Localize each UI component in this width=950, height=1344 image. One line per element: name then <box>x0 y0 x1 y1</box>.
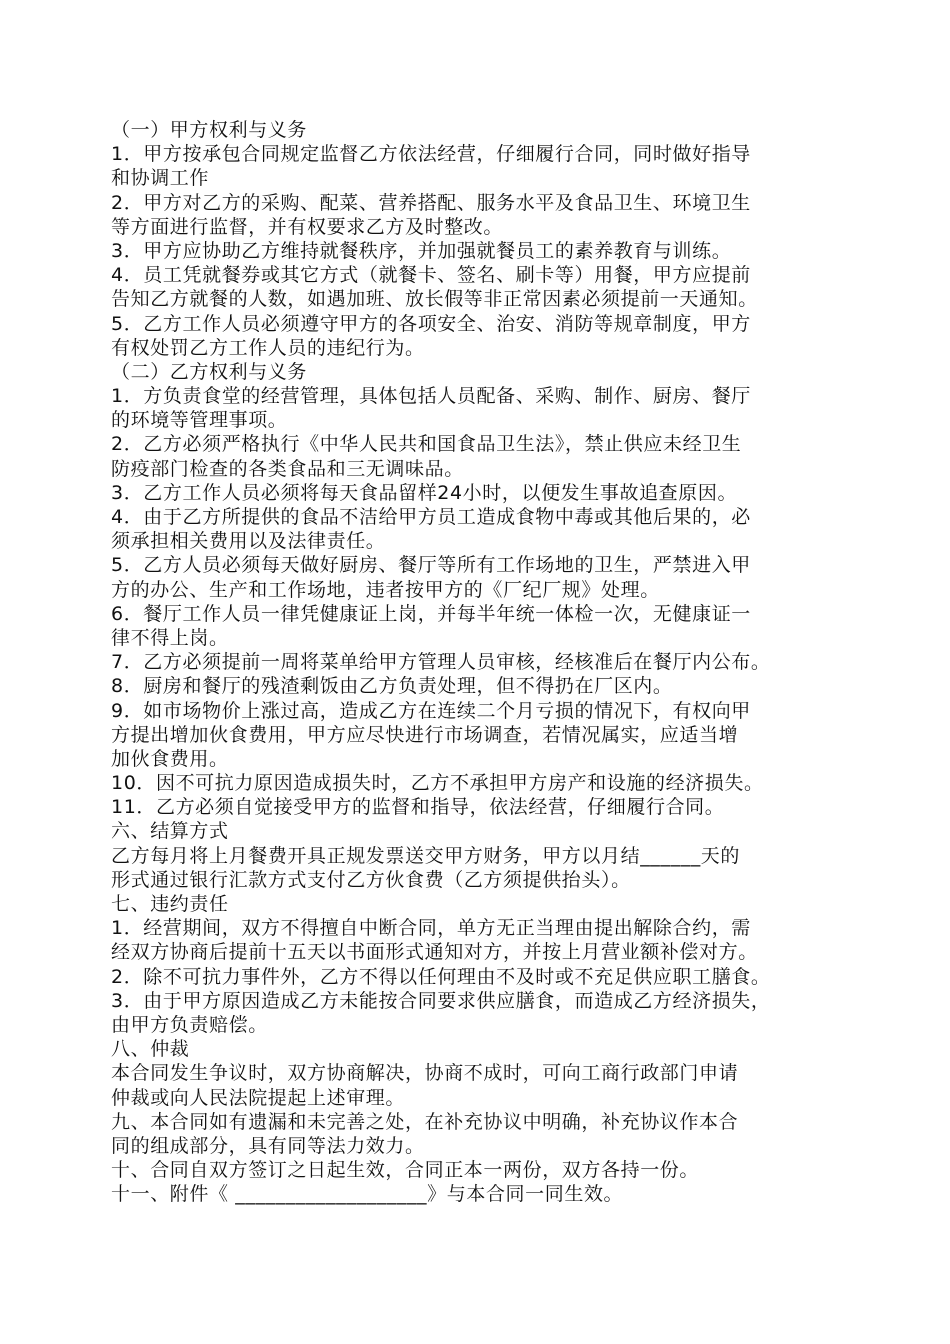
section-heading-liability: 七、违约责任 <box>111 893 229 915</box>
paragraph-line: 经双方协商后提前十五天以书面形式通知对方，并按上月营业额补偿对方。 <box>111 941 758 964</box>
paragraph-line: 11．乙方必须自觉接受甲方的监督和指导，依法经营，仔细履行合同。 <box>111 796 725 819</box>
paragraph-line: 5．乙方人员必须每天做好厨房、餐厅等所有工作场地的卫生，严禁进入甲 <box>111 554 751 577</box>
paragraph-line: 4．员工凭就餐券或其它方式（就餐卡、签名、刷卡等）用餐，甲方应提前 <box>111 264 751 287</box>
section-heading-party-b: （二）乙方权利与义务 <box>111 360 308 383</box>
section-heading-supplement: 九、本合同如有遗漏和未完善之处，在补充协议中明确，补充协议作本合 <box>111 1110 739 1133</box>
paragraph-line: 6．餐厅工作人员一律凭健康证上岗，并每半年统一体检一次，无健康证一 <box>111 602 751 625</box>
paragraph-line: 本合同发生争议时，双方协商解决，协商不成时，可向工商行政部门申请 <box>111 1062 739 1085</box>
paragraph-line: 有权处罚乙方工作人员的违纪行为。 <box>111 336 425 359</box>
paragraph-line: 告知乙方就餐的人数，如遇加班、放长假等非正常因素必须提前一天通知。 <box>111 288 758 311</box>
paragraph-line: 2．除不可抗力事件外，乙方不得以任何理由不及时或不充足供应职工膳食。 <box>111 965 771 988</box>
paragraph-line: 10．因不可抗力原因造成损失时，乙方不承担甲方房产和设施的经济损失。 <box>111 772 764 795</box>
paragraph-line: 形式通过银行汇款方式支付乙方伙食费（乙方须提供抬头）。 <box>111 868 631 891</box>
paragraph-line: 乙方每月将上月餐费开具正规发票送交甲方财务，甲方以月结______天的 <box>111 844 741 867</box>
section-heading-attachment: 十一、附件《 ___________________》与本合同一同生效。 <box>111 1183 624 1206</box>
paragraph-line: 7．乙方必须提前一周将菜单给甲方管理人员审核，经核准后在餐厅内公布。 <box>111 651 771 674</box>
paragraph-line: 等方面进行监督，并有权要求乙方及时整改。 <box>111 215 504 238</box>
section-heading-effectiveness: 十、合同自双方签订之日起生效，合同正本一两份，双方各持一份。 <box>111 1159 700 1182</box>
paragraph-line: 2．乙方必须严格执行《中华人民共和国食品卫生法》，禁止供应未经卫生 <box>111 433 742 456</box>
document-body <box>111 118 841 1206</box>
section-heading-settlement: 六、结算方式 <box>111 820 229 843</box>
paragraph-line: 方的办公、生产和工作场地，违者按甲方的《厂纪厂规》处理。 <box>111 578 660 601</box>
paragraph-line: 仲裁或向人民法院提起上述审理。 <box>111 1086 406 1109</box>
paragraph-line: 和协调工作 <box>111 167 210 190</box>
paragraph-line: 1．甲方按承包合同规定监督乙方依法经营，仔细履行合同，同时做好指导 <box>111 143 751 166</box>
section-heading-party-a: （一）甲方权利与义务 <box>111 119 308 141</box>
paragraph-line: 8．厨房和餐厅的残渣剩饭由乙方负责处理，但不得扔在厂区内。 <box>111 675 673 698</box>
section-heading-arbitration: 八、仲裁 <box>111 1038 190 1061</box>
paragraph-line: 4．由于乙方所提供的食品不洁给甲方员工造成食物中毒或其他后果的，必 <box>111 506 751 528</box>
paragraph-line: 防疫部门检查的各类食品和三无调味品。 <box>111 457 464 480</box>
paragraph-line: 须承担相关费用以及法律责任。 <box>111 530 386 553</box>
paragraph-line: 律不得上岗。 <box>111 626 229 649</box>
paragraph-line: 3．由于甲方原因造成乙方未能按合同要求供应膳食，而造成乙方经济损失， <box>111 989 771 1012</box>
paragraph-line: 方提出增加伙食费用，甲方应尽快进行市场调查，若情况属实，应适当增 <box>111 723 739 746</box>
paragraph-line: 1．经营期间，双方不得擅自中断合同，单方无正当理由提出解除合约，需 <box>111 917 751 940</box>
paragraph-line: 3．甲方应协助乙方维持就餐秩序，并加强就餐员工的素养教育与训练。 <box>111 239 732 262</box>
paragraph-line: 3．乙方工作人员必须将每天食品留样24小时，以便发生事故追查原因。 <box>111 481 738 504</box>
paragraph-line: 9．如市场物价上涨过高，造成乙方在连续二个月亏损的情况下，有权向甲 <box>111 699 751 722</box>
paragraph-line: 5．乙方工作人员必须遵守甲方的各项安全、治安、消防等规章制度，甲方 <box>111 312 751 335</box>
paragraph-line: 1．方负责食堂的经营管理，具体包括人员配备、采购、制作、厨房、餐厅 <box>111 385 751 408</box>
paragraph-line: 2．甲方对乙方的采购、配菜、营养搭配、服务水平及食品卫生、环境卫生 <box>111 191 751 214</box>
paragraph-line: 的环境等管理事项。 <box>111 409 288 432</box>
paragraph-line: 由甲方负责赔偿。 <box>111 1013 268 1036</box>
paragraph-line: 加伙食费用。 <box>111 747 229 770</box>
paragraph-line: 同的组成部分，具有同等法力效力。 <box>111 1134 425 1157</box>
